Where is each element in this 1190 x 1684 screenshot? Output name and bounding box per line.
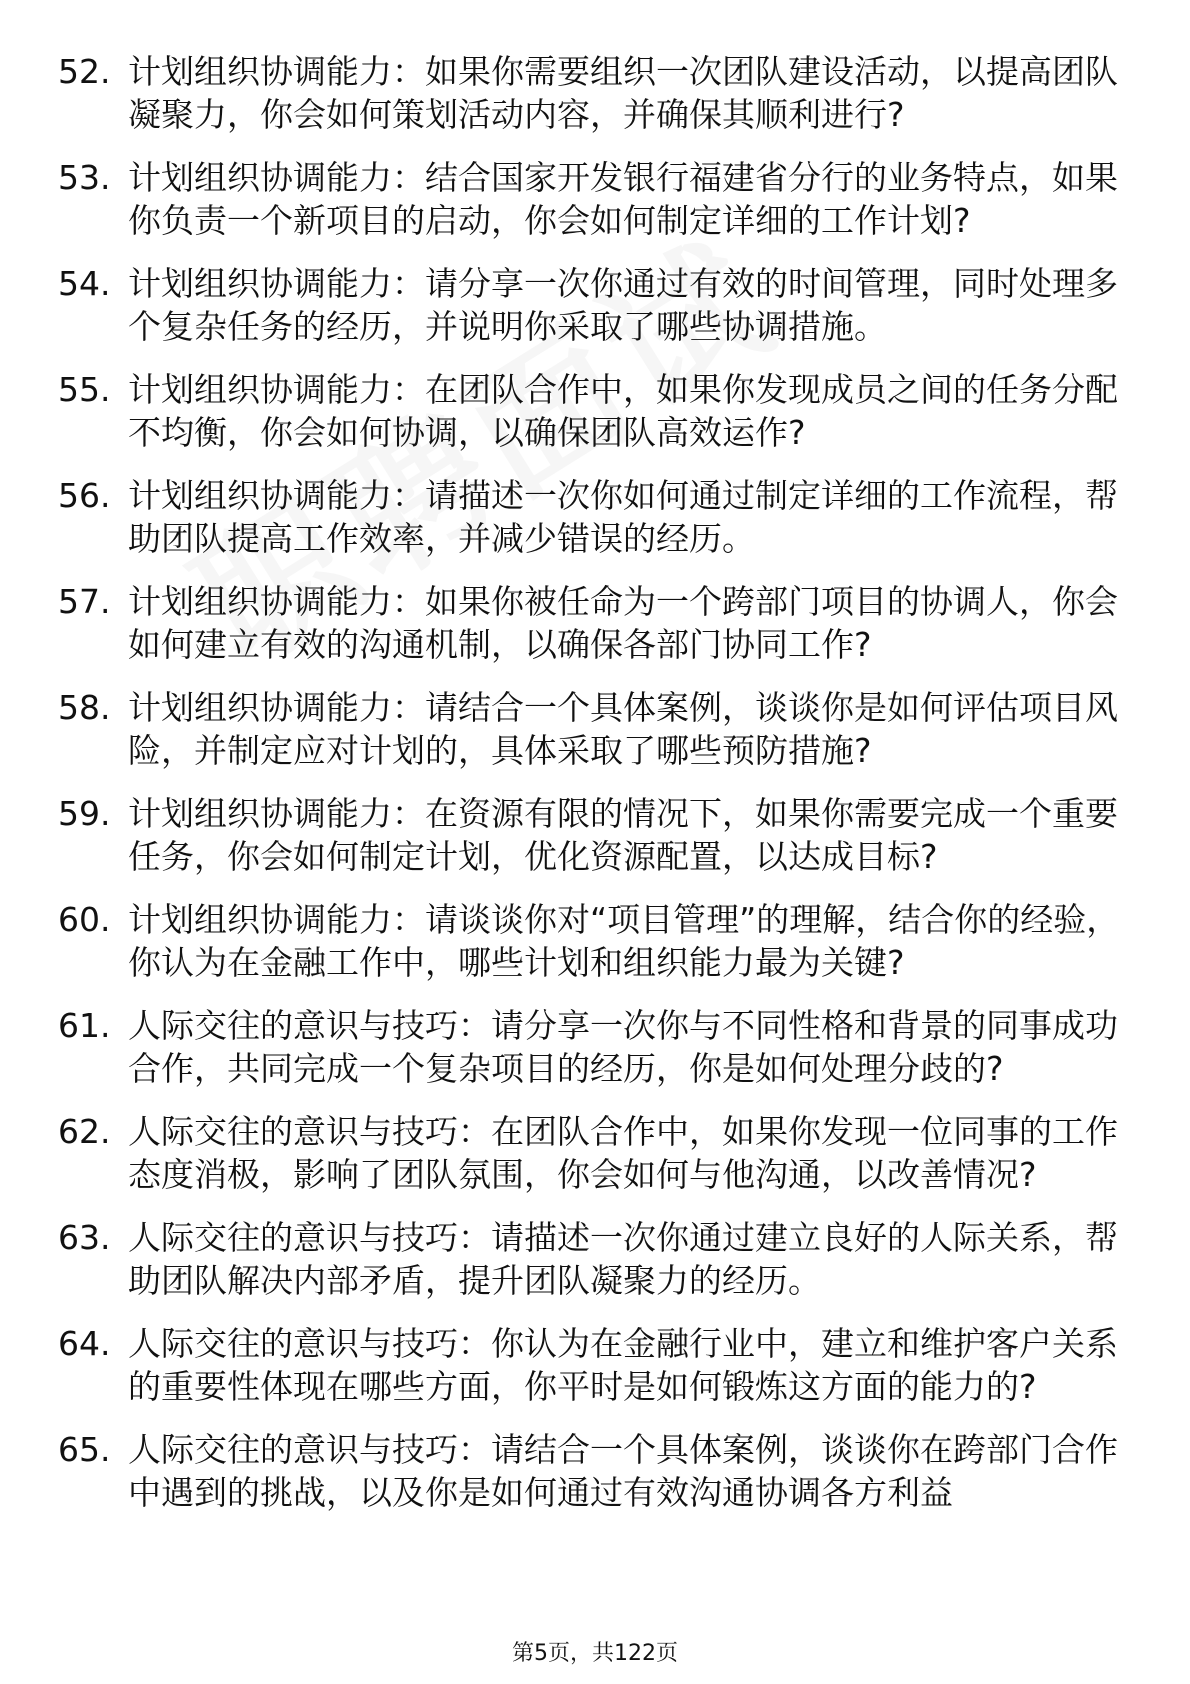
question-text: 计划组织协调能力：在团队合作中，如果你发现成员之间的任务分配不均衡，你会如何协调，以确保团队高效运作? bbox=[128, 370, 1118, 452]
question-number: 55. bbox=[58, 370, 111, 409]
question-item bbox=[0, 368, 1190, 454]
question-text: 人际交往的意识与技巧：请分享一次你与不同性格和背景的同事成功合作，共同完成一个复杂项目的经历，你是如何处理分歧的? bbox=[128, 1006, 1118, 1088]
question-item bbox=[0, 1004, 1190, 1090]
question-number: 62. bbox=[58, 1112, 111, 1151]
question-item bbox=[0, 1428, 1190, 1514]
question-item bbox=[0, 792, 1190, 878]
question-number: 58. bbox=[58, 688, 111, 727]
question-number: 59. bbox=[58, 794, 111, 833]
question-text: 计划组织协调能力：请结合一个具体案例，谈谈你是如何评估项目风险，并制定应对计划的，具体采取了哪些预防措施? bbox=[128, 688, 1118, 770]
question-item bbox=[0, 156, 1190, 242]
question-text: 人际交往的意识与技巧：你认为在金融行业中，建立和维护客户关系的重要性体现在哪些方面，你平时是如何锻炼这方面的能力的? bbox=[128, 1324, 1118, 1406]
question-number: 60. bbox=[58, 900, 111, 939]
question-text: 计划组织协调能力：结合国家开发银行福建省分行的业务特点，如果你负责一个新项目的启动，你会如何制定详细的工作计划? bbox=[128, 158, 1118, 240]
question-number: 61. bbox=[58, 1006, 111, 1045]
question-text: 计划组织协调能力：请分享一次你通过有效的时间管理，同时处理多个复杂任务的经历，并说明你采取了哪些协调措施。 bbox=[128, 264, 1118, 346]
question-number: 63. bbox=[58, 1218, 111, 1257]
question-text: 计划组织协调能力：请谈谈你对“项目管理”的理解，结合你的经验，你认为在金融工作中，哪些计划和组织能力最为关键? bbox=[128, 900, 1120, 982]
page-footer: 第5页，共122页 bbox=[512, 1641, 678, 1666]
question-text: 人际交往的意识与技巧：请描述一次你通过建立良好的人际关系，帮助团队解决内部矛盾，提升团队凝聚力的经历。 bbox=[128, 1218, 1118, 1300]
question-number: 57. bbox=[58, 582, 111, 621]
question-number: 64. bbox=[58, 1324, 111, 1363]
question-text: 计划组织协调能力：如果你需要组织一次团队建设活动，以提高团队凝聚力，你会如何策划活动内容，并确保其顺利进行? bbox=[128, 52, 1118, 134]
question-text: 人际交往的意识与技巧：请结合一个具体案例，谈谈你在跨部门合作中遇到的挑战，以及你是如何通过有效沟通协调各方利益 bbox=[128, 1430, 1118, 1512]
question-number: 52. bbox=[58, 52, 111, 91]
question-item bbox=[0, 50, 1190, 136]
question-item bbox=[0, 1110, 1190, 1196]
question-item bbox=[0, 898, 1190, 984]
question-text: 计划组织协调能力：如果你被任命为一个跨部门项目的协调人，你会如何建立有效的沟通机制，以确保各部门协同工作? bbox=[128, 582, 1118, 664]
question-text: 人际交往的意识与技巧：在团队合作中，如果你发现一位同事的工作态度消极，影响了团队氛围，你会如何与他沟通，以改善情况? bbox=[128, 1112, 1118, 1194]
question-number: 65. bbox=[58, 1430, 111, 1469]
question-item bbox=[0, 262, 1190, 348]
question-item bbox=[0, 1216, 1190, 1302]
question-text: 计划组织协调能力：请描述一次你如何通过制定详细的工作流程，帮助团队提高工作效率，并减少错误的经历。 bbox=[128, 476, 1118, 558]
question-item bbox=[0, 474, 1190, 560]
question-item bbox=[0, 1322, 1190, 1408]
question-number: 54. bbox=[58, 264, 111, 303]
question-list bbox=[0, 50, 1190, 1534]
question-item bbox=[0, 686, 1190, 772]
question-item bbox=[0, 580, 1190, 666]
question-number: 53. bbox=[58, 158, 111, 197]
question-text: 计划组织协调能力：在资源有限的情况下，如果你需要完成一个重要任务，你会如何制定计划，优化资源配置，以达成目标? bbox=[128, 794, 1118, 876]
question-number: 56. bbox=[58, 476, 111, 515]
